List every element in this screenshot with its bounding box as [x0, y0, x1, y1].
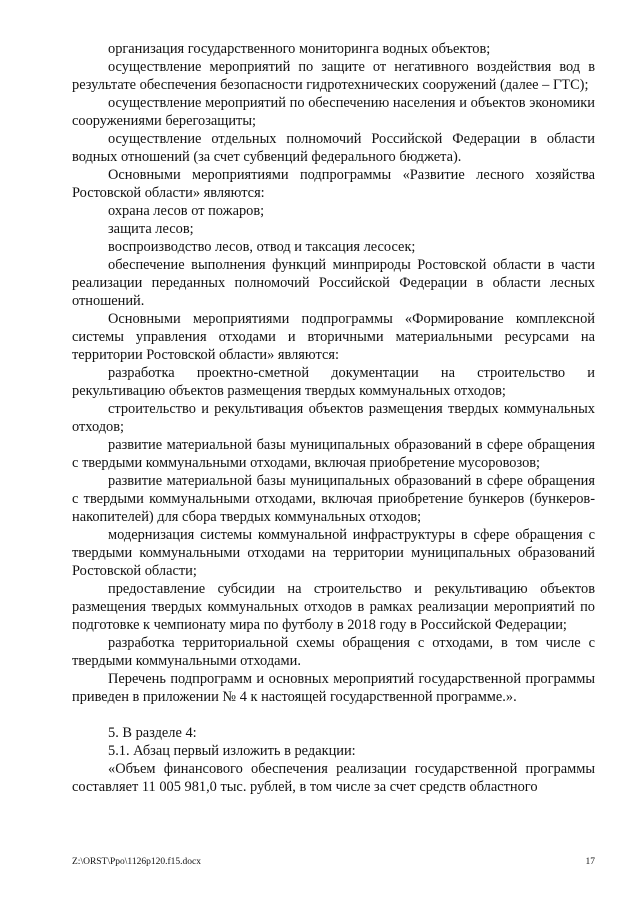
page-number: 17: [585, 857, 595, 867]
paragraph: организация государственного мониторинга водных объектов;: [108, 41, 491, 57]
paragraph: «Объем финансового обеспечения реализации государственной программы составляет 11 005 981,0 тыс. рублей, в том числе за счет средств областного: [72, 761, 595, 795]
paragraph: воспроизводство лесов, отвод и таксация лесосек;: [108, 239, 416, 255]
paragraph: осуществление мероприятий по защите от негативного воздействия вод в результате обеспечения безопасности гидротехнических сооружений (далее – ГТС);: [72, 59, 595, 93]
paragraph: Основными мероприятиями подпрограммы «Развитие лесного хозяйства Ростовской области» являются:: [72, 167, 595, 201]
paragraph: развитие материальной базы муниципальных образований в сфере обращения с твердыми коммунальными отходами, включая приобретение бункеров (бункеров-накопителей) для сбора твердых коммунальных отходов;: [72, 473, 595, 525]
paragraph: обеспечение выполнения функций минприроды Ростовской области в части реализации переданных полномочий Российской Федерации в области лесных отношений.: [72, 257, 595, 309]
file-path: Z:\ORST\Ppo\1126p120.f15.docx: [72, 857, 201, 867]
paragraph: охрана лесов от пожаров;: [108, 203, 265, 219]
paragraph: модернизация системы коммунальной инфраструктуры в сфере обращения с твердыми коммунальными отходами на территории муниципальных образований Ростовской области;: [72, 527, 595, 579]
paragraph: Перечень подпрограмм и основных мероприятий государственной программы приведен в приложении № 4 к настоящей государственной программе.».: [72, 671, 595, 705]
paragraph: разработка территориальной схемы обращения с отходами, в том числе с твердыми коммунальными отходами.: [72, 635, 595, 669]
paragraph: 5.1. Абзац первый изложить в редакции:: [108, 743, 356, 759]
page-footer: [72, 856, 595, 868]
document-body: [72, 40, 595, 796]
paragraph: разработка проектно-сметной документации на строительство и рекультивацию объектов размещения твердых коммунальных отходов;: [72, 365, 595, 399]
paragraph: Основными мероприятиями подпрограммы «Формирование комплексной системы управления отходами и вторичными материальными ресурсами на территории Ростовской области» являются:: [72, 311, 595, 363]
paragraph: строительство и рекультивация объектов размещения твердых коммунальных отходов;: [72, 401, 595, 435]
paragraph: защита лесов;: [108, 221, 194, 237]
paragraph: развитие материальной базы муниципальных образований в сфере обращения с твердыми коммунальными отходами, включая приобретение мусоровозов;: [72, 437, 595, 471]
section-heading: 5. В разделе 4:: [108, 725, 197, 741]
paragraph: предоставление субсидии на строительство и рекультивацию объектов размещения твердых коммунальных отходов в рамках реализации мероприятий по подготовке к чемпионату мира по футболу в 2018 году в Российской Федерации;: [72, 581, 595, 633]
paragraph: осуществление отдельных полномочий Российской Федерации в области водных отношений (за счет субвенций федерального бюджета).: [72, 131, 595, 165]
paragraph: осуществление мероприятий по обеспечению населения и объектов экономики сооружениями берегозащиты;: [72, 95, 595, 129]
